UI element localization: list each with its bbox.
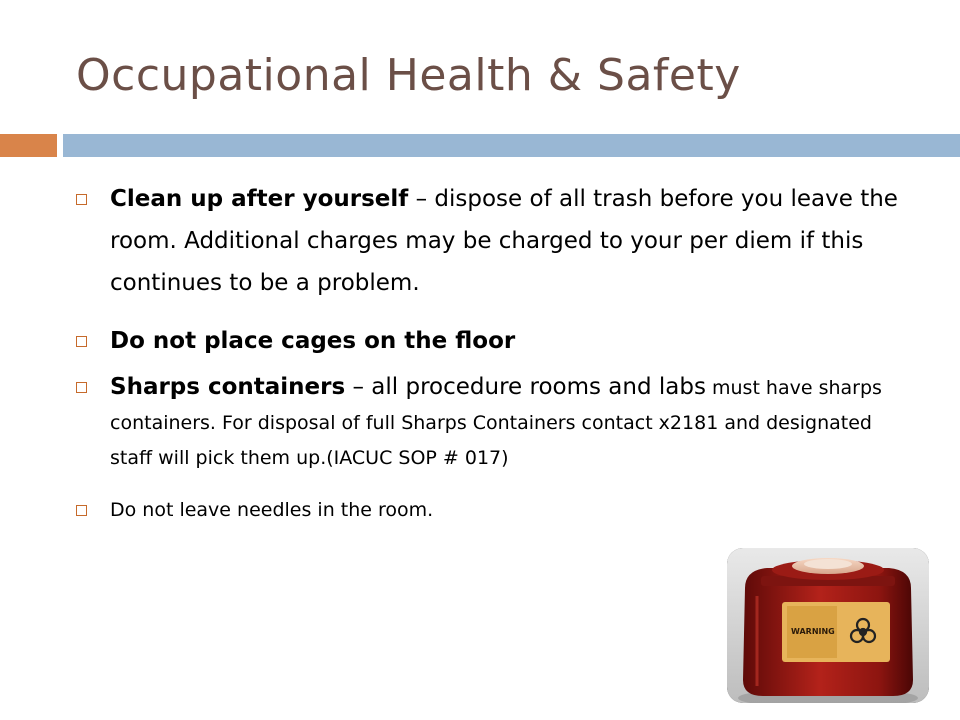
bullet-text-small: must have sharps containers. For disposal of full Sharps Containers contact x2181 and designated staff will pick them up.(IACUC SOP # 017) bbox=[110, 377, 882, 469]
bullet-item-cleanup bbox=[76, 178, 906, 304]
bullet-square-icon bbox=[76, 505, 87, 516]
warning-label-text: WARNING bbox=[791, 627, 835, 636]
bullet-list bbox=[76, 178, 906, 525]
bullet-bold-text: Clean up after yourself bbox=[110, 186, 409, 212]
title-accent-bar-orange bbox=[0, 134, 57, 157]
bullet-bold-text: Do not place cages on the floor bbox=[110, 328, 516, 354]
bullet-text: Do not leave needles in the room. bbox=[110, 499, 434, 521]
bullet-square-icon bbox=[76, 382, 87, 393]
bullet-item-sharps bbox=[76, 370, 906, 475]
bullet-text: – dispose of all trash before you leave the room. Additional charges may be charged to your per diem if this continues to be a problem. bbox=[110, 186, 898, 296]
bullet-text: – all procedure rooms and labs bbox=[345, 374, 706, 400]
slide-title: Occupational Health & Safety bbox=[76, 50, 741, 101]
bullet-item-needles bbox=[76, 495, 906, 525]
bullet-square-icon bbox=[76, 194, 87, 205]
bullet-square-icon bbox=[76, 336, 87, 347]
title-accent-bar-blue bbox=[63, 134, 960, 157]
sharps-container-photo bbox=[727, 548, 929, 703]
bullet-bold-text: Sharps containers bbox=[110, 374, 346, 400]
bullet-item-cages bbox=[76, 324, 906, 358]
